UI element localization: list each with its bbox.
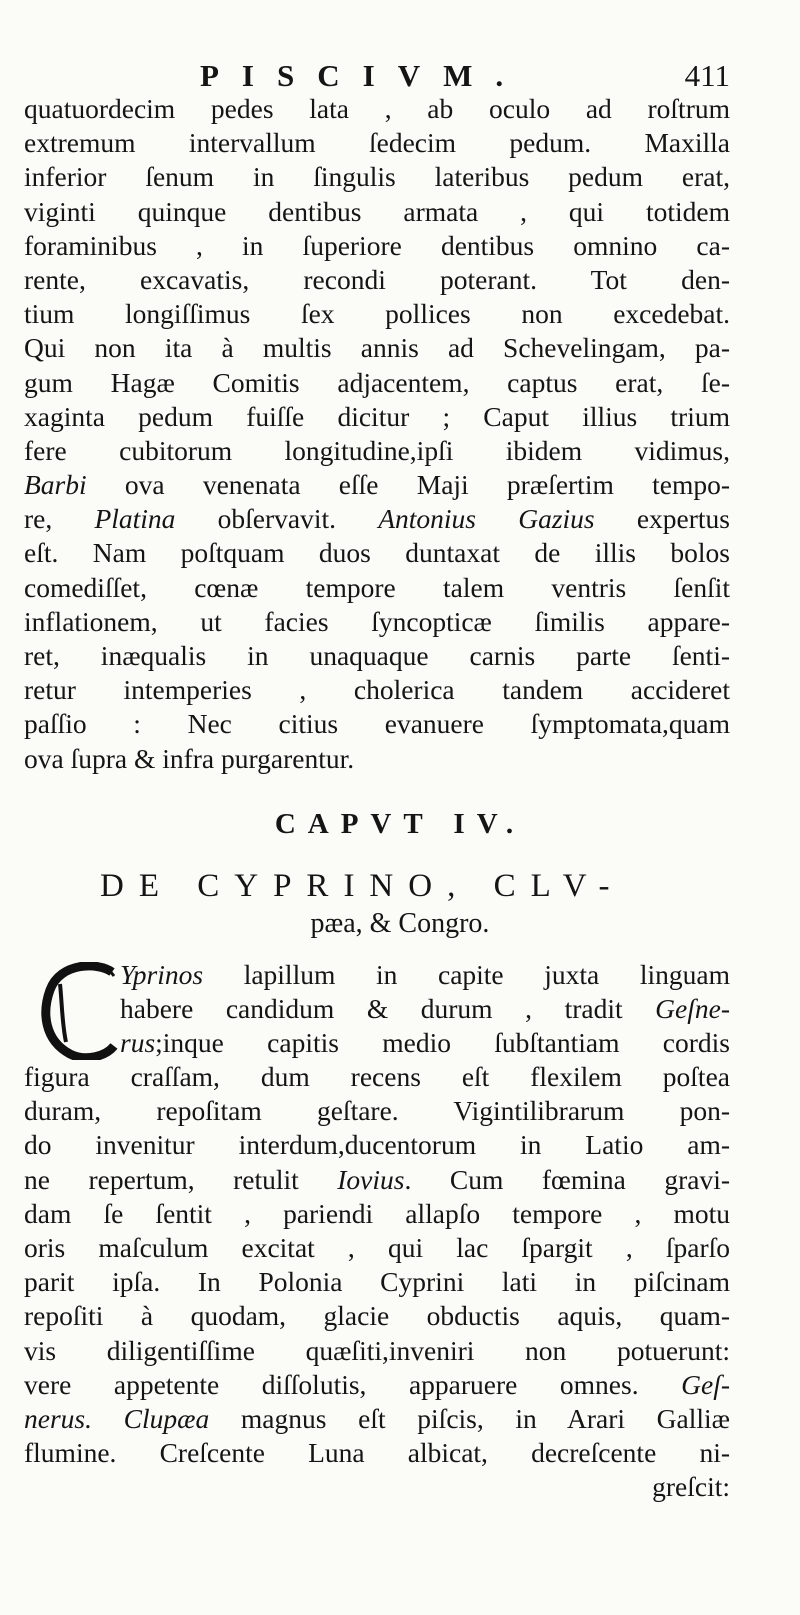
- paragraph-2: [24, 1060, 730, 1504]
- text-line: do invenitur interdum,ducentorum in Latio am-: [24, 1129, 730, 1161]
- text-line: Qui non ita à multis annis ad Schevelingam, pa-: [24, 332, 730, 364]
- text-line: [120, 958, 730, 992]
- text-line: [24, 468, 730, 502]
- running-title: PISCIVM.: [200, 58, 527, 93]
- catchword: greſcit:: [652, 1471, 730, 1503]
- text-span: habere candidum & durum , tradit: [120, 993, 656, 1025]
- text-line: inflationem, ut facies ſyncopticæ ſimilis appare-: [24, 605, 730, 637]
- text-line: fere cubitorum longitudine,ipſi ibidem vidimus,: [24, 434, 730, 466]
- text-line: ova ſupra & infra purgarentur.: [24, 742, 355, 774]
- text-line: oris maſculum excitat , qui lac ſpargit , ſparſo: [24, 1231, 730, 1263]
- text-line: paſſio : Nec citius evanuere ſymptomata,quam: [24, 708, 730, 740]
- text-line: [120, 992, 730, 1026]
- text-span: ova venenata eſſe Maji præſertim tempo-: [86, 469, 730, 501]
- text-line: viginti quinque dentibus armata , qui totidem: [24, 195, 730, 227]
- italic-name: Geſne-: [655, 993, 730, 1025]
- text-line: quatuordecim pedes lata , ab oculo ad roſtrum: [24, 93, 730, 124]
- italic-name: Platina: [94, 503, 176, 535]
- chapter-subtitle: pæa, & Congro.: [310, 908, 490, 939]
- text-line: dam ſe ſentit , pariendi allapſo tempore , motu: [24, 1197, 730, 1229]
- paragraph-2-indented: [120, 958, 730, 1061]
- text-span: re,: [24, 503, 95, 535]
- text-span: lapillum in capite juxta linguam: [203, 959, 730, 990]
- text-line: repoſiti à quodam, glacie obductis aquis, quam-: [24, 1300, 730, 1332]
- text-line: ret, inæqualis in unaquaque carnis parte ſenti-: [24, 640, 730, 671]
- text-line: extremum intervallum ſedecim pedum. Maxilla: [24, 127, 730, 159]
- text-line: flumine. Creſcente Luna albicat, decreſcente ni-: [24, 1437, 730, 1469]
- text-line: figura craſſam, dum recens eſt flexilem poſtea: [24, 1061, 730, 1092]
- text-line: retur intemperies , cholerica tandem accideret: [24, 674, 730, 706]
- italic-name: rus: [120, 1027, 156, 1059]
- text-line: [24, 1163, 730, 1197]
- dropcap-ornament: [40, 962, 120, 1060]
- page-number: 411: [684, 58, 730, 93]
- text-span: obſervavit.: [175, 503, 379, 535]
- text-line: comediſſet, cœnæ tempore talem ventris ſenſit: [24, 571, 730, 603]
- text-span: expertus: [594, 503, 730, 535]
- text-line: eſt. Nam poſtquam duos duntaxat de illis bolos: [24, 537, 730, 569]
- text-line: [24, 502, 730, 536]
- text-line: tium longiſſimus ſex pollices non excedebat.: [24, 298, 730, 330]
- paragraph-1: [24, 92, 730, 776]
- italic-name: Barbi: [24, 469, 87, 501]
- text-span: ;inque capitis medio ſubſtantiam cordis: [155, 1027, 730, 1059]
- text-line: gum Hagæ Comitis adjacentem, captus erat, ſe-: [24, 366, 730, 398]
- text-line: foraminibus , in ſuperiore dentibus omnino ca-: [24, 229, 730, 261]
- text-line: [120, 1026, 730, 1060]
- italic-name: Antonius Gazius: [378, 503, 595, 535]
- text-line: duram, repoſitam geſtare. Vigintilibrarum pon-: [24, 1095, 730, 1127]
- italic-name: nerus. Clupæa: [24, 1402, 210, 1434]
- text-line: xaginta pedum fuiſſe dicitur ; Caput illius trium: [24, 400, 730, 432]
- chapter-title: DE CYPRINO, CLV-: [100, 868, 625, 904]
- text-line: inferior ſenum in ſingulis lateribus pedum erat,: [24, 161, 730, 193]
- chapter-number: CAPVT IV.: [274, 808, 526, 840]
- text-line: rente, excavatis, recondi poterant. Tot den-: [24, 263, 730, 295]
- text-span: magnus eſt piſcis, in Arari Galliæ: [209, 1402, 730, 1434]
- italic-name: Yprinos: [120, 959, 204, 990]
- text-line: [24, 1402, 730, 1436]
- text-span: ne repertum, retulit: [24, 1163, 338, 1195]
- text-span: . Cum fœmina gravi-: [404, 1163, 730, 1195]
- text-line: vis diligentiſſime quæſiti,inveniri non potuerunt:: [24, 1334, 730, 1366]
- italic-name: Geſ-: [681, 1368, 730, 1400]
- text-span: vere appetente diſſolutis, apparuere omnes.: [24, 1368, 682, 1400]
- text-line: [24, 1368, 730, 1402]
- text-line: parit ipſa. In Polonia Cyprini lati in piſcinam: [24, 1266, 730, 1298]
- italic-name: Iovius: [337, 1163, 405, 1195]
